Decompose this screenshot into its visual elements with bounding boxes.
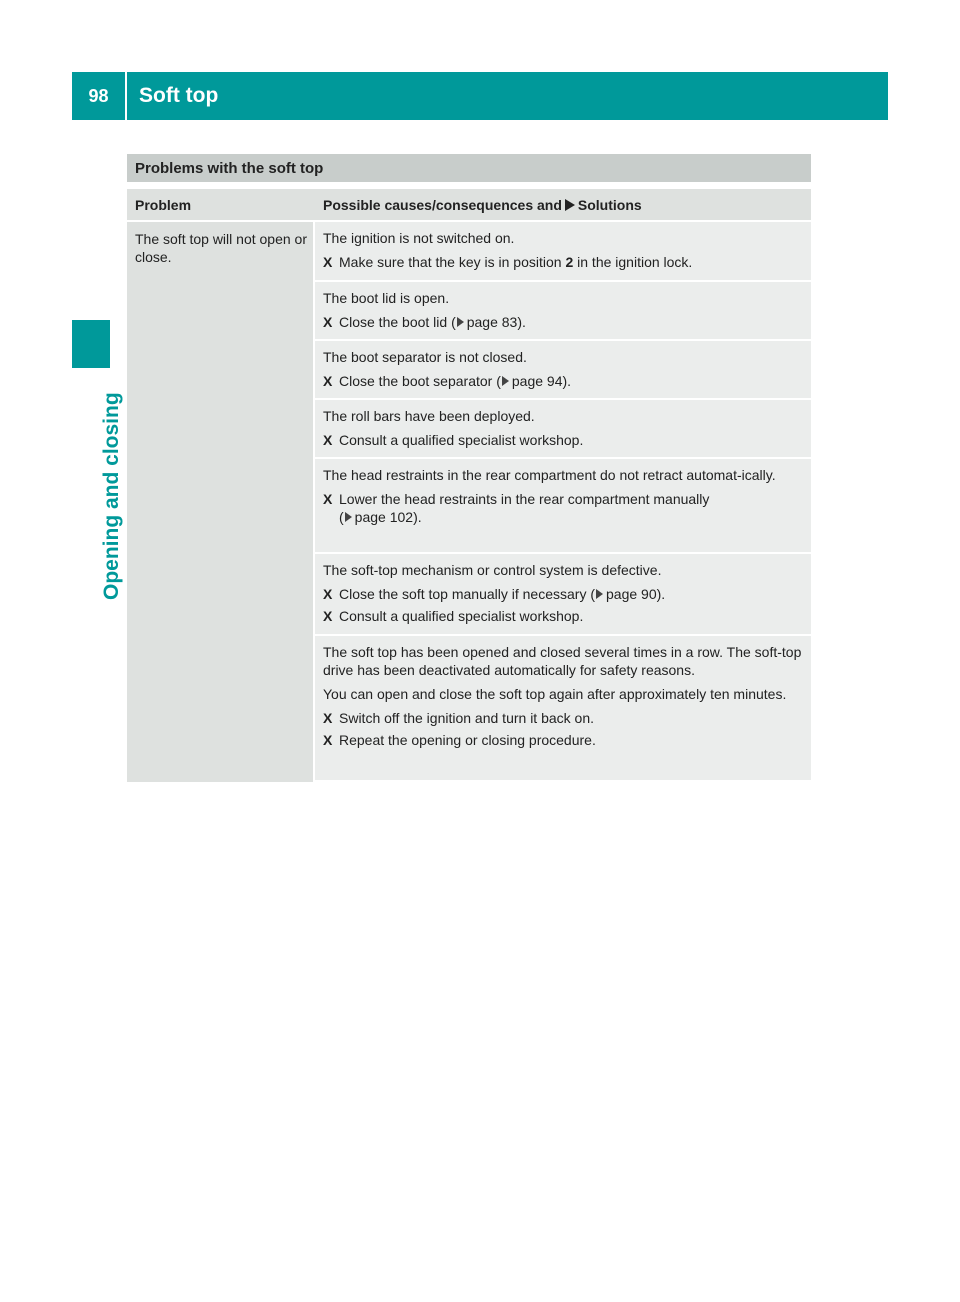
action-item: X Consult a qualified specialist workshop. [323, 608, 584, 624]
cause-text: The soft-top mechanism or control system is defective. [323, 562, 662, 578]
side-tab-label: Opening and closing [100, 392, 123, 600]
action-item: X Close the boot separator ( page 94). [323, 373, 572, 389]
column-header-problem: Problem [135, 197, 192, 213]
table-header [127, 189, 811, 220]
page-number: 98 [88, 85, 109, 106]
action-item: X Make sure that the key is in position 2 in the ignition lock. [323, 254, 693, 270]
action-x-icon: X [323, 586, 333, 602]
action-x-icon: X [323, 608, 333, 624]
problem-cell: The soft top will not open or close. [127, 222, 313, 782]
column-header-solutions: Possible causes/consequences and Solutions [323, 197, 642, 213]
action-item: X Close the boot lid ( page 83). [323, 314, 526, 330]
page-ref-icon [345, 512, 352, 522]
page-link[interactable]: page 83). [466, 314, 526, 330]
page-link[interactable]: page 90). [606, 586, 666, 602]
table-row [315, 282, 811, 339]
action-item: X Consult a qualified specialist workshop. [323, 432, 584, 448]
action-item: X Lower the head restraints in the rear compartment manually ( page 102). [323, 491, 710, 525]
table-title: Problems with the soft top [127, 154, 811, 182]
solutions-column [315, 222, 811, 782]
action-item: X Switch off the ignition and turn it back on. [323, 710, 595, 726]
table-row [315, 400, 811, 457]
cause-text: The boot separator is not closed. [323, 349, 527, 365]
action-item: X Close the soft top manually if necessary ( page 90). [323, 586, 666, 602]
section-title: Soft top [139, 84, 219, 107]
action-arrow-icon [565, 199, 575, 211]
page-ref-icon [502, 376, 509, 386]
cause-text: The roll bars have been deployed. [323, 408, 535, 424]
page-ref-icon [457, 317, 464, 327]
cause-text: The head restraints in the rear compartment do not retract automat-ically. [323, 467, 776, 483]
action-x-icon: X [323, 491, 333, 507]
header-divider [125, 72, 127, 120]
action-x-icon: X [323, 314, 333, 330]
table-row [315, 459, 811, 552]
action-x-icon: X [323, 732, 333, 748]
table-row [315, 554, 811, 634]
action-x-icon: X [323, 710, 333, 726]
cause-text: The ignition is not switched on. [323, 230, 515, 246]
note-text: You can open and close the soft top again after approximately ten minutes. [323, 686, 787, 702]
action-item: X Repeat the opening or closing procedure. [323, 732, 596, 748]
action-x-icon: X [323, 254, 333, 270]
action-x-icon: X [323, 373, 333, 389]
table-row [315, 341, 811, 398]
page-link[interactable]: page 102). [354, 509, 422, 525]
cause-text: The soft top has been opened and closed several times in a row. The soft-top drive has been deactivated automatically for safety reasons. [323, 644, 802, 678]
cause-text: The boot lid is open. [323, 290, 450, 306]
page-link[interactable]: page 94). [511, 373, 572, 389]
table-row [315, 636, 811, 780]
page-ref-icon [596, 589, 603, 599]
table-row [315, 222, 811, 280]
action-x-icon: X [323, 432, 333, 448]
